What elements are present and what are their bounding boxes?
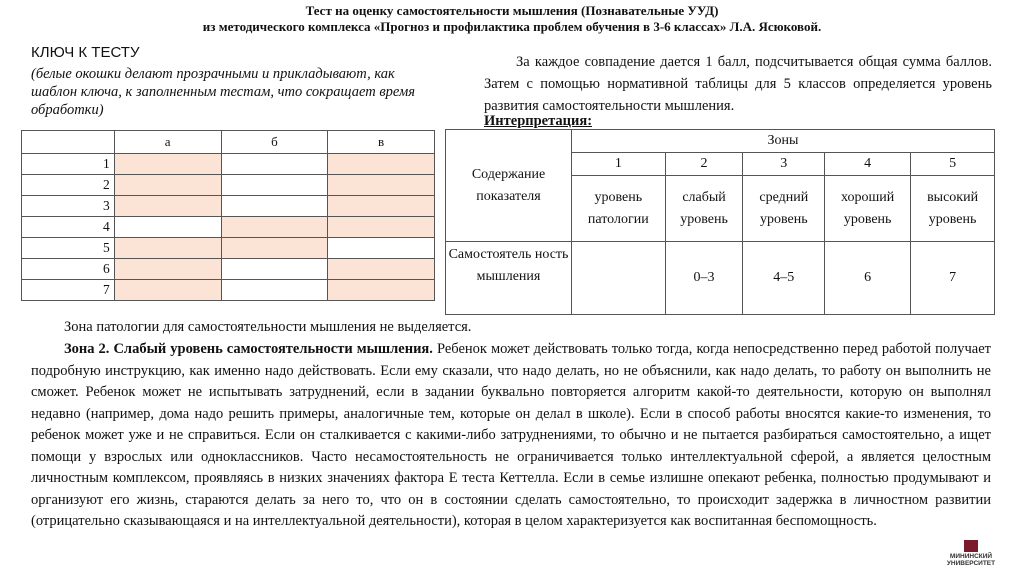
logo-mark-icon (964, 540, 978, 552)
key-cell-filled (328, 175, 435, 196)
zones-header-row (446, 130, 995, 153)
key-row (22, 259, 435, 280)
key-row-number: 1 (22, 154, 115, 175)
zone-value (572, 242, 666, 315)
content-header: Содержание показателя (446, 130, 572, 242)
zone-number: 4 (825, 153, 911, 176)
key-row-number: 6 (22, 259, 115, 280)
key-row (22, 280, 435, 301)
key-cell-filled (328, 217, 435, 238)
zone-level: высокий уровень (911, 176, 995, 242)
key-cell-window (221, 154, 328, 175)
zone-level: слабый уровень (665, 176, 743, 242)
key-cell-filled (328, 280, 435, 301)
zone-level: средний уровень (743, 176, 825, 242)
key-cell-window (114, 217, 221, 238)
key-row-number: 5 (22, 238, 115, 259)
key-cell-filled (114, 238, 221, 259)
key-row (22, 154, 435, 175)
zone-number: 1 (572, 153, 666, 176)
key-col-a: а (114, 131, 221, 154)
zone-number: 5 (911, 153, 995, 176)
zone-value: 0–3 (665, 242, 743, 315)
key-note: (белые окошки делают прозрачными и прикладывают, как шаблон ключа, к заполненным тестам, что сокращает время обработки) (31, 66, 415, 118)
key-cell-window (221, 196, 328, 217)
zone-value: 4–5 (743, 242, 825, 315)
key-row (22, 238, 435, 259)
zones-table (445, 129, 995, 315)
page-subtitle: из методического комплекса «Прогноз и профилактика проблем обучения в 3-6 классах» Л.А. Ясюковой. (202, 19, 822, 34)
key-cell-window (221, 259, 328, 280)
key-cell-filled (221, 238, 328, 259)
zone2-paragraph (31, 339, 991, 533)
logo-line2: УНИВЕРСИТЕТ (946, 560, 996, 567)
key-col-b: б (221, 131, 328, 154)
key-cell-filled (114, 175, 221, 196)
key-cell-filled (221, 217, 328, 238)
key-cell-filled (114, 280, 221, 301)
zone-number: 2 (665, 153, 743, 176)
key-header-empty (22, 131, 115, 154)
university-logo (936, 540, 1006, 567)
key-cell-filled (328, 196, 435, 217)
key-title: КЛЮЧ К ТЕСТУ (31, 44, 140, 61)
key-col-v: в (328, 131, 435, 154)
key-row-number: 7 (22, 280, 115, 301)
key-header-row (22, 131, 435, 154)
key-cell-filled (114, 154, 221, 175)
zone-number: 3 (743, 153, 825, 176)
key-cell-window (221, 175, 328, 196)
key-cell-filled (328, 154, 435, 175)
key-row (22, 217, 435, 238)
scoring-paragraph: За каждое совпадение дается 1 балл, подсчитывается общая сумма баллов. Затем с помощью нормативной таблицы для 5 классов определяется уровень развития самостоятельности мышления. (484, 54, 992, 114)
page-title: Тест на оценку самостоятельности мышления (Познавательные УУД) (305, 3, 719, 18)
key-row (22, 175, 435, 196)
zone-values-row (446, 242, 995, 315)
zone2-text: Ребенок может действовать только тогда, когда непосредственно перед работой получает подробную инструкцию, как именно надо действовать. Если ему сказали, что надо делать, но не объяснили, как надо делать, то работу он выполнить не сможет. Ребенок может не испытывать затруднений, если в задании буквально повторяется алгоритм какой-то деятельности, которую он выполнял недавно (например, дома надо решить примеры, аналогичные тем, которые он делал в школе). Если в способ работы вносятся какие-то изменения, то ребенок может уже и не справиться. Если он сталкивается с какими-либо затруднениями, то обычно и не пытается разбираться самостоятельно, а ищет помощи у взрослых или одноклассников. Часто несамостоятельность не ограничивается только интеллектуальной сферой, а является целостным личностным комплексом, проявляясь в низких значениях фактора Е теста Кеттелла. Если в семье излишне опекают ребенка, полностью продумывают и организуют его жизнь, стараются делать за него то, что он в состоянии сделать самостоятельно, то происходит задержка в личностном развитии (отрицательно сказывающаяся и на интеллектуальной деятельности), которая в целом характеризуется как воспитанная беспомощность. (31, 341, 991, 529)
key-cell-filled (114, 196, 221, 217)
answer-key-table (21, 130, 435, 301)
key-row-number: 4 (22, 217, 115, 238)
key-cell-filled (328, 259, 435, 280)
key-row-number: 3 (22, 196, 115, 217)
logo-line1: МИНИНСКИЙ (949, 553, 993, 560)
zone-level: уровень патологии (572, 176, 666, 242)
key-row-number: 2 (22, 175, 115, 196)
pathology-note: Зона патологии для самостоятельности мышления не выделяется. (64, 319, 472, 335)
row-label: Самостоятель ность мышления (446, 242, 572, 315)
zone2-title: Зона 2. Слабый уровень самостоятельности мышления. (64, 341, 433, 357)
zones-header: Зоны (572, 130, 995, 153)
interpretation-label: Интерпретация: (484, 113, 593, 129)
key-cell-window (221, 280, 328, 301)
key-cell-filled (114, 259, 221, 280)
key-cell-window (328, 238, 435, 259)
zone-level: хороший уровень (825, 176, 911, 242)
zone-value: 6 (825, 242, 911, 315)
zone-value: 7 (911, 242, 995, 315)
key-row (22, 196, 435, 217)
